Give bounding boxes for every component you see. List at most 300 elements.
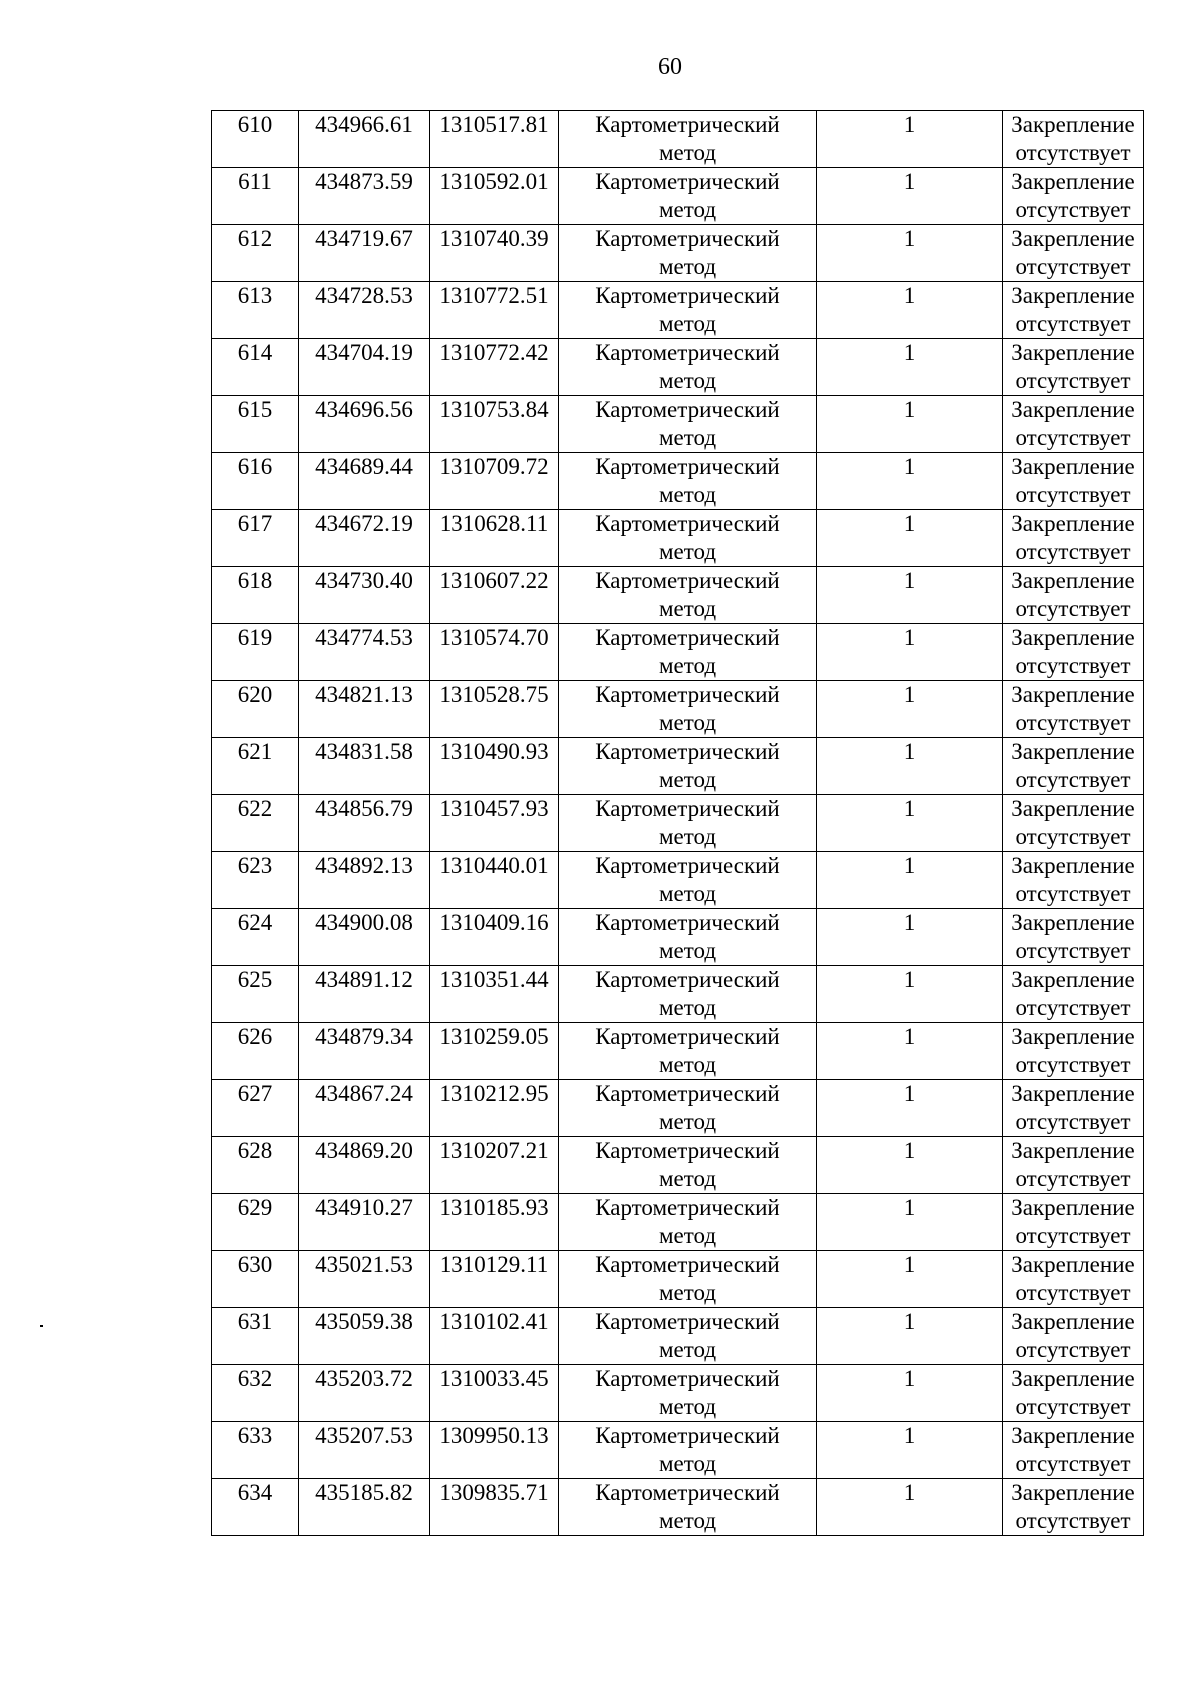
method-text-line1: Картометрический [595, 739, 780, 764]
fixation-cell [1003, 453, 1144, 510]
accuracy-cell [817, 966, 1003, 1023]
point-number-cell [212, 909, 299, 966]
fixation-cell [1003, 282, 1144, 339]
y-coordinate: 1310490.93 [439, 739, 549, 764]
method-cell [559, 909, 817, 966]
x-coordinate-cell [299, 1422, 430, 1479]
x-coordinate: 434689.44 [315, 454, 413, 479]
method-text-line2: метод [658, 596, 717, 621]
fixation-cell [1003, 1308, 1144, 1365]
method-text-line1: Картометрический [595, 1423, 780, 1448]
fixation-cell [1003, 1422, 1144, 1479]
table-row [212, 567, 1144, 624]
fixation-text-line2: отсутствует [1015, 1052, 1131, 1077]
accuracy-value: 1 [903, 1081, 916, 1106]
y-coordinate-cell [430, 624, 559, 681]
method-text-line2: метод [658, 710, 717, 735]
fixation-text-line1: Закрепление [1011, 967, 1135, 992]
x-coordinate: 435021.53 [315, 1252, 413, 1277]
x-coordinate-cell [299, 282, 430, 339]
y-coordinate-cell [430, 225, 559, 282]
x-coordinate: 434966.61 [315, 112, 413, 137]
fixation-text-line1: Закрепление [1011, 739, 1135, 764]
accuracy-cell [817, 1023, 1003, 1080]
method-text-line2: метод [658, 311, 717, 336]
fixation-text-line2: отсутствует [1015, 1394, 1131, 1419]
fixation-text-line1: Закрепление [1011, 112, 1135, 137]
method-text-line1: Картометрический [595, 1138, 780, 1163]
page-number: 60 [658, 54, 682, 80]
fixation-cell [1003, 909, 1144, 966]
method-text-line1: Картометрический [595, 967, 780, 992]
x-coordinate-cell [299, 396, 430, 453]
fixation-text-line1: Закрепление [1011, 511, 1135, 536]
accuracy-cell [817, 453, 1003, 510]
table-row [212, 1422, 1144, 1479]
fixation-text-line1: Закрепление [1011, 1309, 1135, 1334]
y-coordinate-cell [430, 1137, 559, 1194]
point-number: 627 [237, 1081, 273, 1106]
point-number: 631 [237, 1309, 273, 1334]
fixation-text-line2: отсутствует [1015, 767, 1131, 792]
y-coordinate-cell [430, 909, 559, 966]
method-cell [559, 567, 817, 624]
point-number-cell [212, 1137, 299, 1194]
y-coordinate-cell [430, 681, 559, 738]
x-coordinate-cell [299, 1194, 430, 1251]
method-text-line1: Картометрический [595, 1480, 780, 1505]
fixation-cell [1003, 624, 1144, 681]
point-number: 615 [237, 397, 273, 422]
fixation-text-line2: отсутствует [1015, 368, 1131, 393]
point-number-cell [212, 225, 299, 282]
accuracy-value: 1 [903, 1480, 916, 1505]
point-number: 623 [237, 853, 273, 878]
y-coordinate: 1310709.72 [439, 454, 549, 479]
point-number: 629 [237, 1195, 273, 1220]
method-cell [559, 168, 817, 225]
y-coordinate-cell [430, 966, 559, 1023]
y-coordinate-cell [430, 339, 559, 396]
method-text-line1: Картометрический [595, 1252, 780, 1277]
accuracy-cell [817, 1308, 1003, 1365]
point-number-cell [212, 396, 299, 453]
fixation-text-line1: Закрепление [1011, 1423, 1135, 1448]
x-coordinate: 434867.24 [315, 1081, 413, 1106]
point-number-cell [212, 852, 299, 909]
table-row [212, 1251, 1144, 1308]
fixation-cell [1003, 681, 1144, 738]
method-text-line2: метод [658, 368, 717, 393]
accuracy-value: 1 [903, 1366, 916, 1391]
method-cell [559, 1308, 817, 1365]
point-number-cell [212, 1023, 299, 1080]
table-row [212, 1479, 1144, 1536]
table-row [212, 1365, 1144, 1422]
fixation-cell [1003, 339, 1144, 396]
fixation-cell [1003, 1194, 1144, 1251]
method-cell [559, 1080, 817, 1137]
table-row [212, 396, 1144, 453]
point-number-cell [212, 339, 299, 396]
x-coordinate-cell [299, 1479, 430, 1536]
point-number: 612 [237, 226, 273, 251]
method-cell [559, 510, 817, 567]
y-coordinate-cell [430, 738, 559, 795]
point-number-cell [212, 738, 299, 795]
point-number-cell [212, 966, 299, 1023]
x-coordinate-cell [299, 1365, 430, 1422]
x-coordinate-cell [299, 909, 430, 966]
point-number: 630 [237, 1252, 273, 1277]
method-cell [559, 1137, 817, 1194]
method-text-line1: Картометрический [595, 625, 780, 650]
point-number-cell [212, 111, 299, 168]
method-text-line2: метод [658, 539, 717, 564]
method-text-line2: метод [658, 1394, 717, 1419]
accuracy-value: 1 [903, 739, 916, 764]
y-coordinate: 1310351.44 [439, 967, 549, 992]
y-coordinate: 1310772.42 [439, 340, 549, 365]
point-number-cell [212, 1422, 299, 1479]
fixation-text-line1: Закрепление [1011, 340, 1135, 365]
method-text-line1: Картометрический [595, 397, 780, 422]
y-coordinate: 1310033.45 [439, 1366, 549, 1391]
fixation-text-line1: Закрепление [1011, 454, 1135, 479]
table-row [212, 339, 1144, 396]
y-coordinate: 1310628.11 [439, 511, 549, 536]
y-coordinate-cell [430, 1422, 559, 1479]
y-coordinate: 1310753.84 [439, 397, 549, 422]
x-coordinate: 434774.53 [315, 625, 413, 650]
coordinates-table [211, 110, 1144, 1536]
fixation-text-line2: отсутствует [1015, 995, 1131, 1020]
x-coordinate-cell [299, 168, 430, 225]
method-cell [559, 1422, 817, 1479]
x-coordinate-cell [299, 510, 430, 567]
table-row [212, 1137, 1144, 1194]
fixation-text-line2: отсутствует [1015, 938, 1131, 963]
method-text-line2: метод [658, 482, 717, 507]
x-coordinate: 435059.38 [315, 1309, 413, 1334]
table-row [212, 453, 1144, 510]
fixation-text-line1: Закрепление [1011, 1366, 1135, 1391]
accuracy-cell [817, 1251, 1003, 1308]
y-coordinate: 1310457.93 [439, 796, 549, 821]
fixation-cell [1003, 225, 1144, 282]
method-cell [559, 111, 817, 168]
accuracy-cell [817, 738, 1003, 795]
accuracy-value: 1 [903, 967, 916, 992]
y-coordinate: 1310772.51 [439, 283, 549, 308]
y-coordinate-cell [430, 1308, 559, 1365]
x-coordinate-cell [299, 738, 430, 795]
point-number: 618 [237, 568, 273, 593]
y-coordinate-cell [430, 1479, 559, 1536]
accuracy-value: 1 [903, 1252, 916, 1277]
y-coordinate: 1310740.39 [439, 226, 549, 251]
fixation-cell [1003, 1251, 1144, 1308]
fixation-text-line1: Закрепление [1011, 796, 1135, 821]
table-row [212, 681, 1144, 738]
fixation-text-line2: отсутствует [1015, 881, 1131, 906]
table-row [212, 1023, 1144, 1080]
method-cell [559, 681, 817, 738]
fixation-cell [1003, 966, 1144, 1023]
point-number-cell [212, 567, 299, 624]
table-row [212, 1080, 1144, 1137]
method-text-line2: метод [658, 197, 717, 222]
fixation-cell [1003, 795, 1144, 852]
x-coordinate-cell [299, 453, 430, 510]
table-row [212, 510, 1144, 567]
fixation-text-line1: Закрепление [1011, 283, 1135, 308]
fixation-cell [1003, 1479, 1144, 1536]
y-coordinate-cell [430, 168, 559, 225]
table-row [212, 1308, 1144, 1365]
accuracy-value: 1 [903, 169, 916, 194]
point-number-cell [212, 1080, 299, 1137]
y-coordinate-cell [430, 795, 559, 852]
fixation-text-line2: отсутствует [1015, 653, 1131, 678]
point-number: 626 [237, 1024, 273, 1049]
fixation-cell [1003, 111, 1144, 168]
point-number: 622 [237, 796, 273, 821]
x-coordinate: 434704.19 [315, 340, 413, 365]
method-text-line1: Картометрический [595, 682, 780, 707]
point-number: 633 [237, 1423, 273, 1448]
method-cell [559, 966, 817, 1023]
table-row [212, 225, 1144, 282]
accuracy-cell [817, 225, 1003, 282]
fixation-text-line1: Закрепление [1011, 1480, 1135, 1505]
y-coordinate-cell [430, 1080, 559, 1137]
method-text-line1: Картометрический [595, 1309, 780, 1334]
fixation-text-line2: отсутствует [1015, 1223, 1131, 1248]
y-coordinate: 1309835.71 [439, 1480, 549, 1505]
point-number: 613 [237, 283, 273, 308]
table-row [212, 282, 1144, 339]
fixation-text-line1: Закрепление [1011, 1195, 1135, 1220]
method-text-line1: Картометрический [595, 454, 780, 479]
y-coordinate: 1310212.95 [439, 1081, 549, 1106]
fixation-text-line1: Закрепление [1011, 910, 1135, 935]
method-text-line2: метод [658, 824, 717, 849]
method-text-line1: Картометрический [595, 1366, 780, 1391]
x-coordinate-cell [299, 852, 430, 909]
fixation-text-line2: отсутствует [1015, 596, 1131, 621]
accuracy-value: 1 [903, 682, 916, 707]
method-text-line2: метод [658, 140, 717, 165]
fixation-text-line1: Закрепление [1011, 853, 1135, 878]
y-coordinate: 1310102.41 [439, 1309, 549, 1334]
method-cell [559, 1194, 817, 1251]
method-cell [559, 225, 817, 282]
point-number-cell [212, 510, 299, 567]
point-number-cell [212, 624, 299, 681]
accuracy-cell [817, 1422, 1003, 1479]
method-text-line2: метод [658, 938, 717, 963]
table-row [212, 624, 1144, 681]
fixation-text-line2: отсутствует [1015, 254, 1131, 279]
accuracy-value: 1 [903, 568, 916, 593]
fixation-text-line2: отсутствует [1015, 1451, 1131, 1476]
x-coordinate-cell [299, 1023, 430, 1080]
method-cell [559, 282, 817, 339]
accuracy-cell [817, 1194, 1003, 1251]
x-coordinate-cell [299, 1137, 430, 1194]
method-text-line2: метод [658, 767, 717, 792]
fixation-cell [1003, 510, 1144, 567]
y-coordinate: 1310528.75 [439, 682, 549, 707]
table-row [212, 852, 1144, 909]
x-coordinate: 435203.72 [315, 1366, 413, 1391]
accuracy-cell [817, 1479, 1003, 1536]
y-coordinate-cell [430, 396, 559, 453]
method-text-line2: метод [658, 1223, 717, 1248]
point-number-cell [212, 282, 299, 339]
method-text-line1: Картометрический [595, 226, 780, 251]
point-number: 620 [237, 682, 273, 707]
fixation-text-line1: Закрепление [1011, 568, 1135, 593]
fixation-cell [1003, 168, 1144, 225]
accuracy-cell [817, 111, 1003, 168]
x-coordinate: 434856.79 [315, 796, 413, 821]
point-number-cell [212, 168, 299, 225]
fixation-cell [1003, 1023, 1144, 1080]
fixation-text-line1: Закрепление [1011, 226, 1135, 251]
method-cell [559, 1365, 817, 1422]
x-coordinate: 434869.20 [315, 1138, 413, 1163]
table-row [212, 111, 1144, 168]
method-text-line1: Картометрический [595, 910, 780, 935]
method-cell [559, 738, 817, 795]
accuracy-value: 1 [903, 226, 916, 251]
method-text-line1: Картометрический [595, 853, 780, 878]
accuracy-cell [817, 510, 1003, 567]
y-coordinate-cell [430, 1365, 559, 1422]
accuracy-cell [817, 909, 1003, 966]
point-number-cell [212, 1365, 299, 1422]
point-number-cell [212, 1308, 299, 1365]
x-coordinate-cell [299, 339, 430, 396]
method-cell [559, 1023, 817, 1080]
x-coordinate-cell [299, 1080, 430, 1137]
fixation-cell [1003, 852, 1144, 909]
y-coordinate-cell [430, 1194, 559, 1251]
point-number-cell [212, 681, 299, 738]
method-text-line1: Картометрический [595, 796, 780, 821]
fixation-text-line2: отсутствует [1015, 1166, 1131, 1191]
point-number: 632 [237, 1366, 273, 1391]
table-row [212, 795, 1144, 852]
method-text-line1: Картометрический [595, 112, 780, 137]
y-coordinate: 1310607.22 [439, 568, 549, 593]
y-coordinate: 1310592.01 [439, 169, 549, 194]
x-coordinate-cell [299, 225, 430, 282]
point-number-cell [212, 795, 299, 852]
fixation-text-line2: отсутствует [1015, 197, 1131, 222]
accuracy-value: 1 [903, 283, 916, 308]
method-cell [559, 1479, 817, 1536]
x-coordinate-cell [299, 567, 430, 624]
accuracy-value: 1 [903, 1309, 916, 1334]
fixation-text-line2: отсутствует [1015, 1337, 1131, 1362]
accuracy-value: 1 [903, 625, 916, 650]
accuracy-cell [817, 852, 1003, 909]
method-text-line2: метод [658, 1109, 717, 1134]
method-text-line2: метод [658, 254, 717, 279]
method-text-line2: метод [658, 881, 717, 906]
point-number: 619 [237, 625, 273, 650]
y-coordinate: 1310517.81 [439, 112, 549, 137]
x-coordinate: 435207.53 [315, 1423, 413, 1448]
x-coordinate: 434910.27 [315, 1195, 413, 1220]
x-coordinate: 434730.40 [315, 568, 413, 593]
y-coordinate: 1310440.01 [439, 853, 549, 878]
fixation-text-line2: отсутствует [1015, 710, 1131, 735]
point-number-cell [212, 1479, 299, 1536]
point-number-cell [212, 1194, 299, 1251]
accuracy-cell [817, 339, 1003, 396]
fixation-text-line2: отсутствует [1015, 425, 1131, 450]
method-text-line1: Картометрический [595, 340, 780, 365]
y-coordinate: 1310129.11 [439, 1252, 549, 1277]
fixation-text-line1: Закрепление [1011, 1252, 1135, 1277]
x-coordinate: 435185.82 [315, 1480, 413, 1505]
point-number: 614 [237, 340, 273, 365]
point-number-cell [212, 453, 299, 510]
accuracy-value: 1 [903, 1195, 916, 1220]
method-text-line2: метод [658, 1166, 717, 1191]
accuracy-cell [817, 168, 1003, 225]
accuracy-cell [817, 681, 1003, 738]
fixation-cell [1003, 1080, 1144, 1137]
method-text-line2: метод [658, 1451, 717, 1476]
y-coordinate: 1310409.16 [439, 910, 549, 935]
x-coordinate-cell [299, 681, 430, 738]
fixation-text-line1: Закрепление [1011, 1138, 1135, 1163]
x-coordinate-cell [299, 1251, 430, 1308]
point-number-cell [212, 1251, 299, 1308]
accuracy-value: 1 [903, 112, 916, 137]
fixation-text-line2: отсутствует [1015, 311, 1131, 336]
accuracy-cell [817, 396, 1003, 453]
accuracy-cell [817, 567, 1003, 624]
method-text-line2: метод [658, 425, 717, 450]
fixation-text-line2: отсутствует [1015, 1280, 1131, 1305]
y-coordinate: 1310574.70 [439, 625, 549, 650]
table-row [212, 966, 1144, 1023]
y-coordinate: 1309950.13 [439, 1423, 549, 1448]
y-coordinate-cell [430, 111, 559, 168]
fixation-text-line1: Закрепление [1011, 1081, 1135, 1106]
x-coordinate: 434900.08 [315, 910, 413, 935]
fixation-text-line1: Закрепление [1011, 169, 1135, 194]
fixation-text-line1: Закрепление [1011, 682, 1135, 707]
method-text-line1: Картометрический [595, 1195, 780, 1220]
point-number: 624 [237, 910, 273, 935]
x-coordinate: 434696.56 [315, 397, 413, 422]
method-cell [559, 852, 817, 909]
y-coordinate: 1310185.93 [439, 1195, 549, 1220]
x-coordinate: 434672.19 [315, 511, 413, 536]
method-text-line1: Картометрический [595, 511, 780, 536]
accuracy-value: 1 [903, 853, 916, 878]
fixation-text-line1: Закрепление [1011, 625, 1135, 650]
table-row [212, 738, 1144, 795]
method-text-line2: метод [658, 653, 717, 678]
